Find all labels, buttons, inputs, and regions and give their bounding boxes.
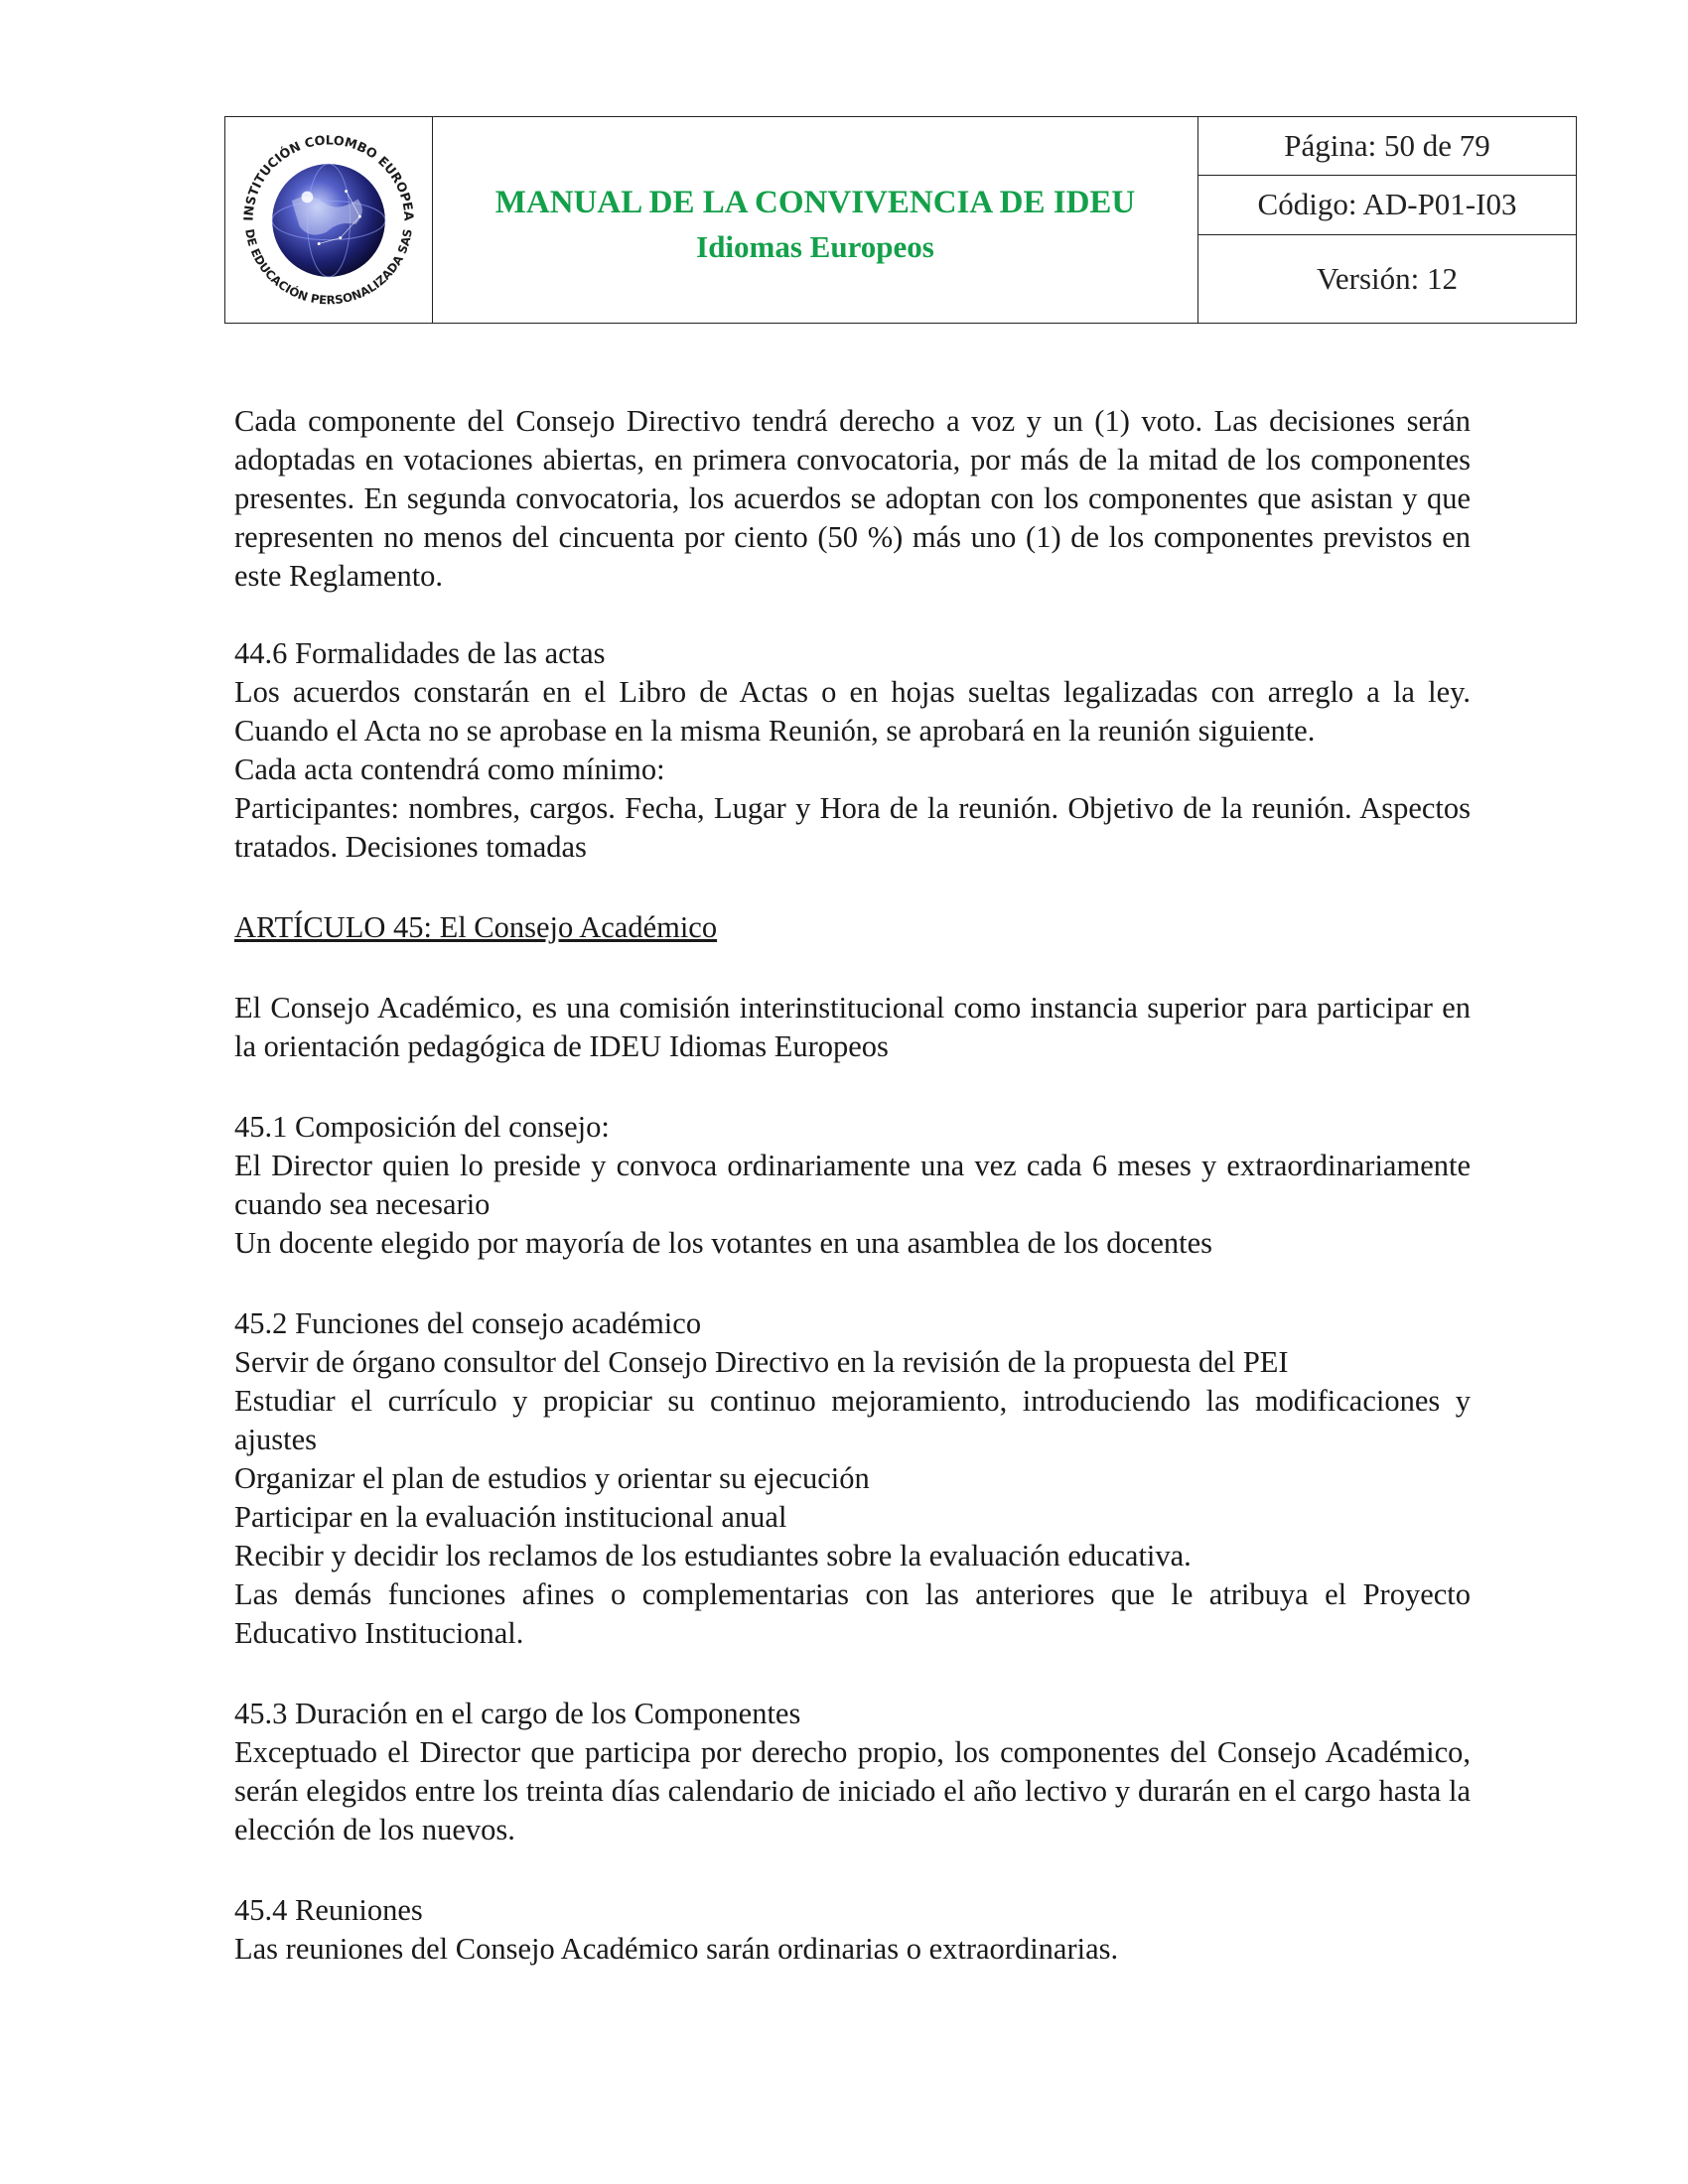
list-item: Organizar el plan de estudios y orientar su ejecución <box>234 1461 870 1495</box>
logo-text-top: INSTITUCIÓN COLOMBO EUROPEA <box>241 133 416 221</box>
document-title: MANUAL DE LA CONVIVENCIA DE IDEU <box>494 185 1136 220</box>
section-heading-44-6: 44.6 Formalidades de las actas <box>234 636 606 670</box>
document-code: Código: AD-P01-I03 <box>1198 176 1577 234</box>
list-item: Estudiar el currículo y propiciar su continuo mejoramiento, introduciendo las modificaciones y ajustes <box>234 1384 1471 1456</box>
logo-text-bottom: DE EDUCACIÓN PERSONALIZADA SAS <box>242 227 415 307</box>
paragraph-docente: Un docente elegido por mayoría de los votantes en una asamblea de los docentes <box>234 1226 1212 1260</box>
list-item: Servir de órgano consultor del Consejo Directivo en la revisión de la propuesta del PEI <box>234 1345 1289 1379</box>
document-body <box>234 402 1471 1969</box>
section-heading-45-3: 45.3 Duración en el cargo de los Componentes <box>234 1697 801 1730</box>
title-cell <box>433 117 1198 324</box>
paragraph-duracion: Exceptuado el Director que participa por derecho propio, los componentes del Consejo Académico, serán elegidos entre los treinta días calendario de iniciado el año lectivo y durarán en el cargo hasta la elección de los nuevos. <box>234 1735 1471 1846</box>
paragraph-reuniones: Las reuniones del Consejo Académico sarán ordinarias o extraordinarias. <box>234 1932 1119 1966</box>
section-heading-45-1: 45.1 Composición del consejo: <box>234 1110 610 1144</box>
list-item: Recibir y decidir los reclamos de los estudiantes sobre la evaluación educativa. <box>234 1539 1192 1572</box>
paragraph-participantes: Participantes: nombres, cargos. Fecha, Lugar y Hora de la reunión. Objetivo de la reunión. Aspectos tratados. Decisiones tomadas <box>234 791 1471 864</box>
document-version: Versión: 12 <box>1198 234 1577 323</box>
list-item: Participar en la evaluación institucional anual <box>234 1500 787 1534</box>
paragraph-consejo-academico: El Consejo Académico, es una comisión interinstitucional como instancia superior para participar en la orientación pedagógica de IDEU Idiomas Europeos <box>234 991 1471 1063</box>
section-heading-45-2: 45.2 Funciones del consejo académico <box>234 1306 702 1340</box>
page-number: Página: 50 de 79 <box>1198 117 1577 176</box>
section-heading-45-4: 45.4 Reuniones <box>234 1893 423 1927</box>
article-heading-45: ARTÍCULO 45: El Consejo Académico <box>234 910 718 944</box>
list-item: Las demás funciones afines o complementarias con las anteriores que le atribuya el Proyecto Educativo Institucional. <box>234 1577 1471 1650</box>
document-subtitle: Idiomas Europeos <box>696 229 934 264</box>
logo-cell <box>225 117 433 324</box>
paragraph-voting: Cada componente del Consejo Directivo tendrá derecho a voz y un (1) voto. Las decisiones serán adoptadas en votaciones abiertas, en primera convocatoria, por más de la mitad de los componentes presentes. En segunda convocatoria, los acuerdos se adoptan con los componentes que asistan y que representen no menos del cincuenta por ciento (50 %) más uno (1) de los componentes previstos en este Reglamento. <box>234 404 1471 593</box>
paragraph-acta-minimo: Cada acta contendrá como mínimo: <box>234 752 665 786</box>
paragraph-acuerdos: Los acuerdos constarán en el Libro de Actas o en hojas sueltas legalizadas con arreglo a la ley. Cuando el Acta no se aprobase en la misma Reunión, se aprobará en la reunión siguiente. <box>234 675 1471 748</box>
institution-logo <box>231 123 426 318</box>
document-header <box>224 116 1577 324</box>
paragraph-director: El Director quien lo preside y convoca ordinariamente una vez cada 6 meses y extraordinariamente cuando sea necesario <box>234 1149 1471 1221</box>
